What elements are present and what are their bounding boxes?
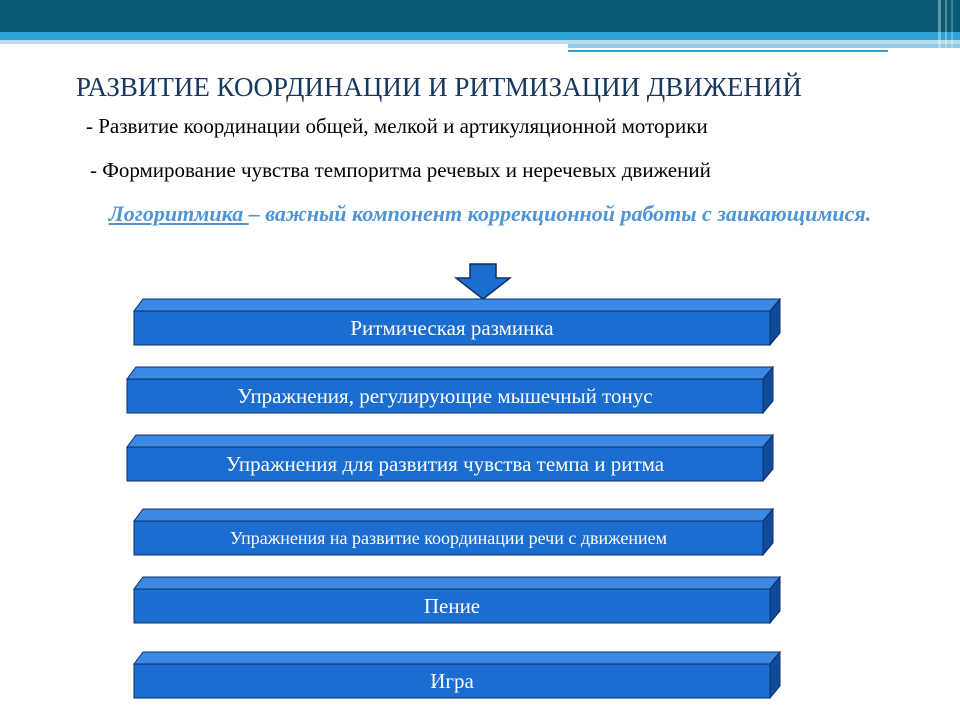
- lead-rest: – важный компонент коррекционной работы с заикающимися.: [248, 201, 872, 226]
- block-game: [133, 651, 781, 699]
- block-label: Ритмическая разминка: [350, 315, 554, 340]
- bullet-tempo-rhythm: - Формирование чувства темпоритма речевых и неречевых движений: [90, 158, 711, 182]
- block-muscle-tone: [126, 366, 774, 414]
- block-label: Упражнения на развитие координации речи с движением: [230, 527, 667, 548]
- header-band: [0, 0, 960, 64]
- block-label: Упражнения для развития чувства темпа и ритма: [225, 451, 665, 476]
- block-tempo-rhythm: [126, 434, 774, 482]
- block-label: Пение: [423, 593, 481, 618]
- block-label: Упражнения, регулирующие мышечный тонус: [237, 383, 653, 408]
- block-rhythmic-warmup: [133, 298, 781, 346]
- bullet-coordination: - Развитие координации общей, мелкой и артикуляционной моторики: [86, 114, 708, 138]
- down-arrow-icon: [454, 263, 512, 301]
- slide-title: РАЗВИТИЕ КООРДИНАЦИИ И РИТМИЗАЦИИ ДВИЖЕНИЙ: [76, 72, 802, 102]
- block-speech-movement: [133, 508, 774, 556]
- lead-highlight: Логоритмика: [108, 201, 249, 226]
- lead-statement: [60, 200, 920, 227]
- block-label: Игра: [430, 668, 474, 693]
- block-singing: [133, 576, 781, 624]
